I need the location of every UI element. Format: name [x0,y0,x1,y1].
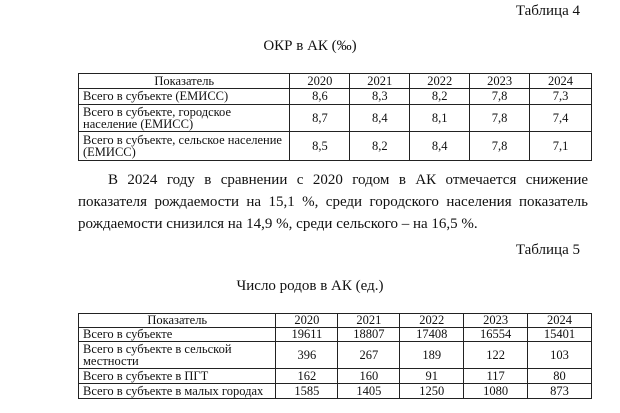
cell-2024: 7,3 [530,89,592,105]
table5-header-2023: 2023 [464,314,528,328]
table5 [78,313,592,399]
table-row [79,328,592,342]
cell-2021: 160 [338,369,400,384]
table4-header-2023: 2023 [470,74,530,89]
cell-2022: 8,1 [410,105,470,132]
cell-2020: 8,6 [290,89,350,105]
cell-2020: 8,7 [290,105,350,132]
cell-2024: 873 [528,384,592,399]
cell-2024: 15401 [528,328,592,342]
table5-title: Число родов в АК (ед.) [236,278,384,294]
cell-2023: 7,8 [470,89,530,105]
cell-2023: 7,8 [470,132,530,161]
cell-2020: 396 [276,342,338,369]
table5-header-2024: 2024 [528,314,592,328]
table5-header-2022: 2022 [400,314,464,328]
cell-2022: 17408 [400,328,464,342]
table-row [79,384,592,399]
row-label: Всего в субъекте (ЕМИСС) [79,89,290,105]
cell-2021: 1405 [338,384,400,399]
table5-header-2021: 2021 [338,314,400,328]
table-row [79,132,592,161]
row-label: Всего в субъекте в малых городах [79,384,276,399]
cell-2022: 91 [400,369,464,384]
table-row [79,105,592,132]
table4-header-2020: 2020 [290,74,350,89]
cell-2020: 162 [276,369,338,384]
cell-2021: 267 [338,342,400,369]
cell-2020: 1585 [276,384,338,399]
table4-header-indicator: Показатель [79,74,290,89]
cell-2022: 8,4 [410,132,470,161]
cell-2020: 19611 [276,328,338,342]
row-label: Всего в субъекте в ПГТ [79,369,276,384]
cell-2024: 7,1 [530,132,592,161]
cell-2023: 1080 [464,384,528,399]
cell-2020: 8,5 [290,132,350,161]
cell-2024: 80 [528,369,592,384]
cell-2022: 189 [400,342,464,369]
body-paragraph [78,169,588,235]
row-label: Всего в субъекте в сельской местности [79,342,276,369]
cell-2023: 122 [464,342,528,369]
row-label: Всего в субъекте, сельское население (ЕМИСС) [79,132,290,161]
cell-2024: 103 [528,342,592,369]
table5-header-row [79,314,592,328]
table4 [78,73,592,161]
table-row [79,369,592,384]
cell-2021: 8,2 [350,132,410,161]
cell-2021: 8,3 [350,89,410,105]
paragraph-text: В 2024 году в сравнении с 2020 годом в АК отмечается снижение показателя рождаемости на 15,1 %, среди городского населения показатель рождаемости снизился на 14,9 %, среди сельского – на 16,5 %. [78,172,588,232]
cell-2022: 1250 [400,384,464,399]
cell-2023: 16554 [464,328,528,342]
table-row [79,342,592,369]
table5-header-indicator: Показатель [79,314,276,328]
table4-caption: Таблица 4 [515,3,580,19]
table5-header-2020: 2020 [276,314,338,328]
table4-header-row [79,74,592,89]
row-label: Всего в субъекте, городское население (ЕМИСС) [79,105,290,132]
cell-2022: 8,2 [410,89,470,105]
cell-2023: 7,8 [470,105,530,132]
table4-header-2024: 2024 [530,74,592,89]
cell-2021: 8,4 [350,105,410,132]
table5-caption: Таблица 5 [515,242,580,258]
table-row [79,89,592,105]
cell-2024: 7,4 [530,105,592,132]
row-label: Всего в субъекте [79,328,276,342]
cell-2023: 117 [464,369,528,384]
table4-title: ОКР в АК (‰) [263,38,357,54]
table4-header-2022: 2022 [410,74,470,89]
table4-header-2021: 2021 [350,74,410,89]
cell-2021: 18807 [338,328,400,342]
